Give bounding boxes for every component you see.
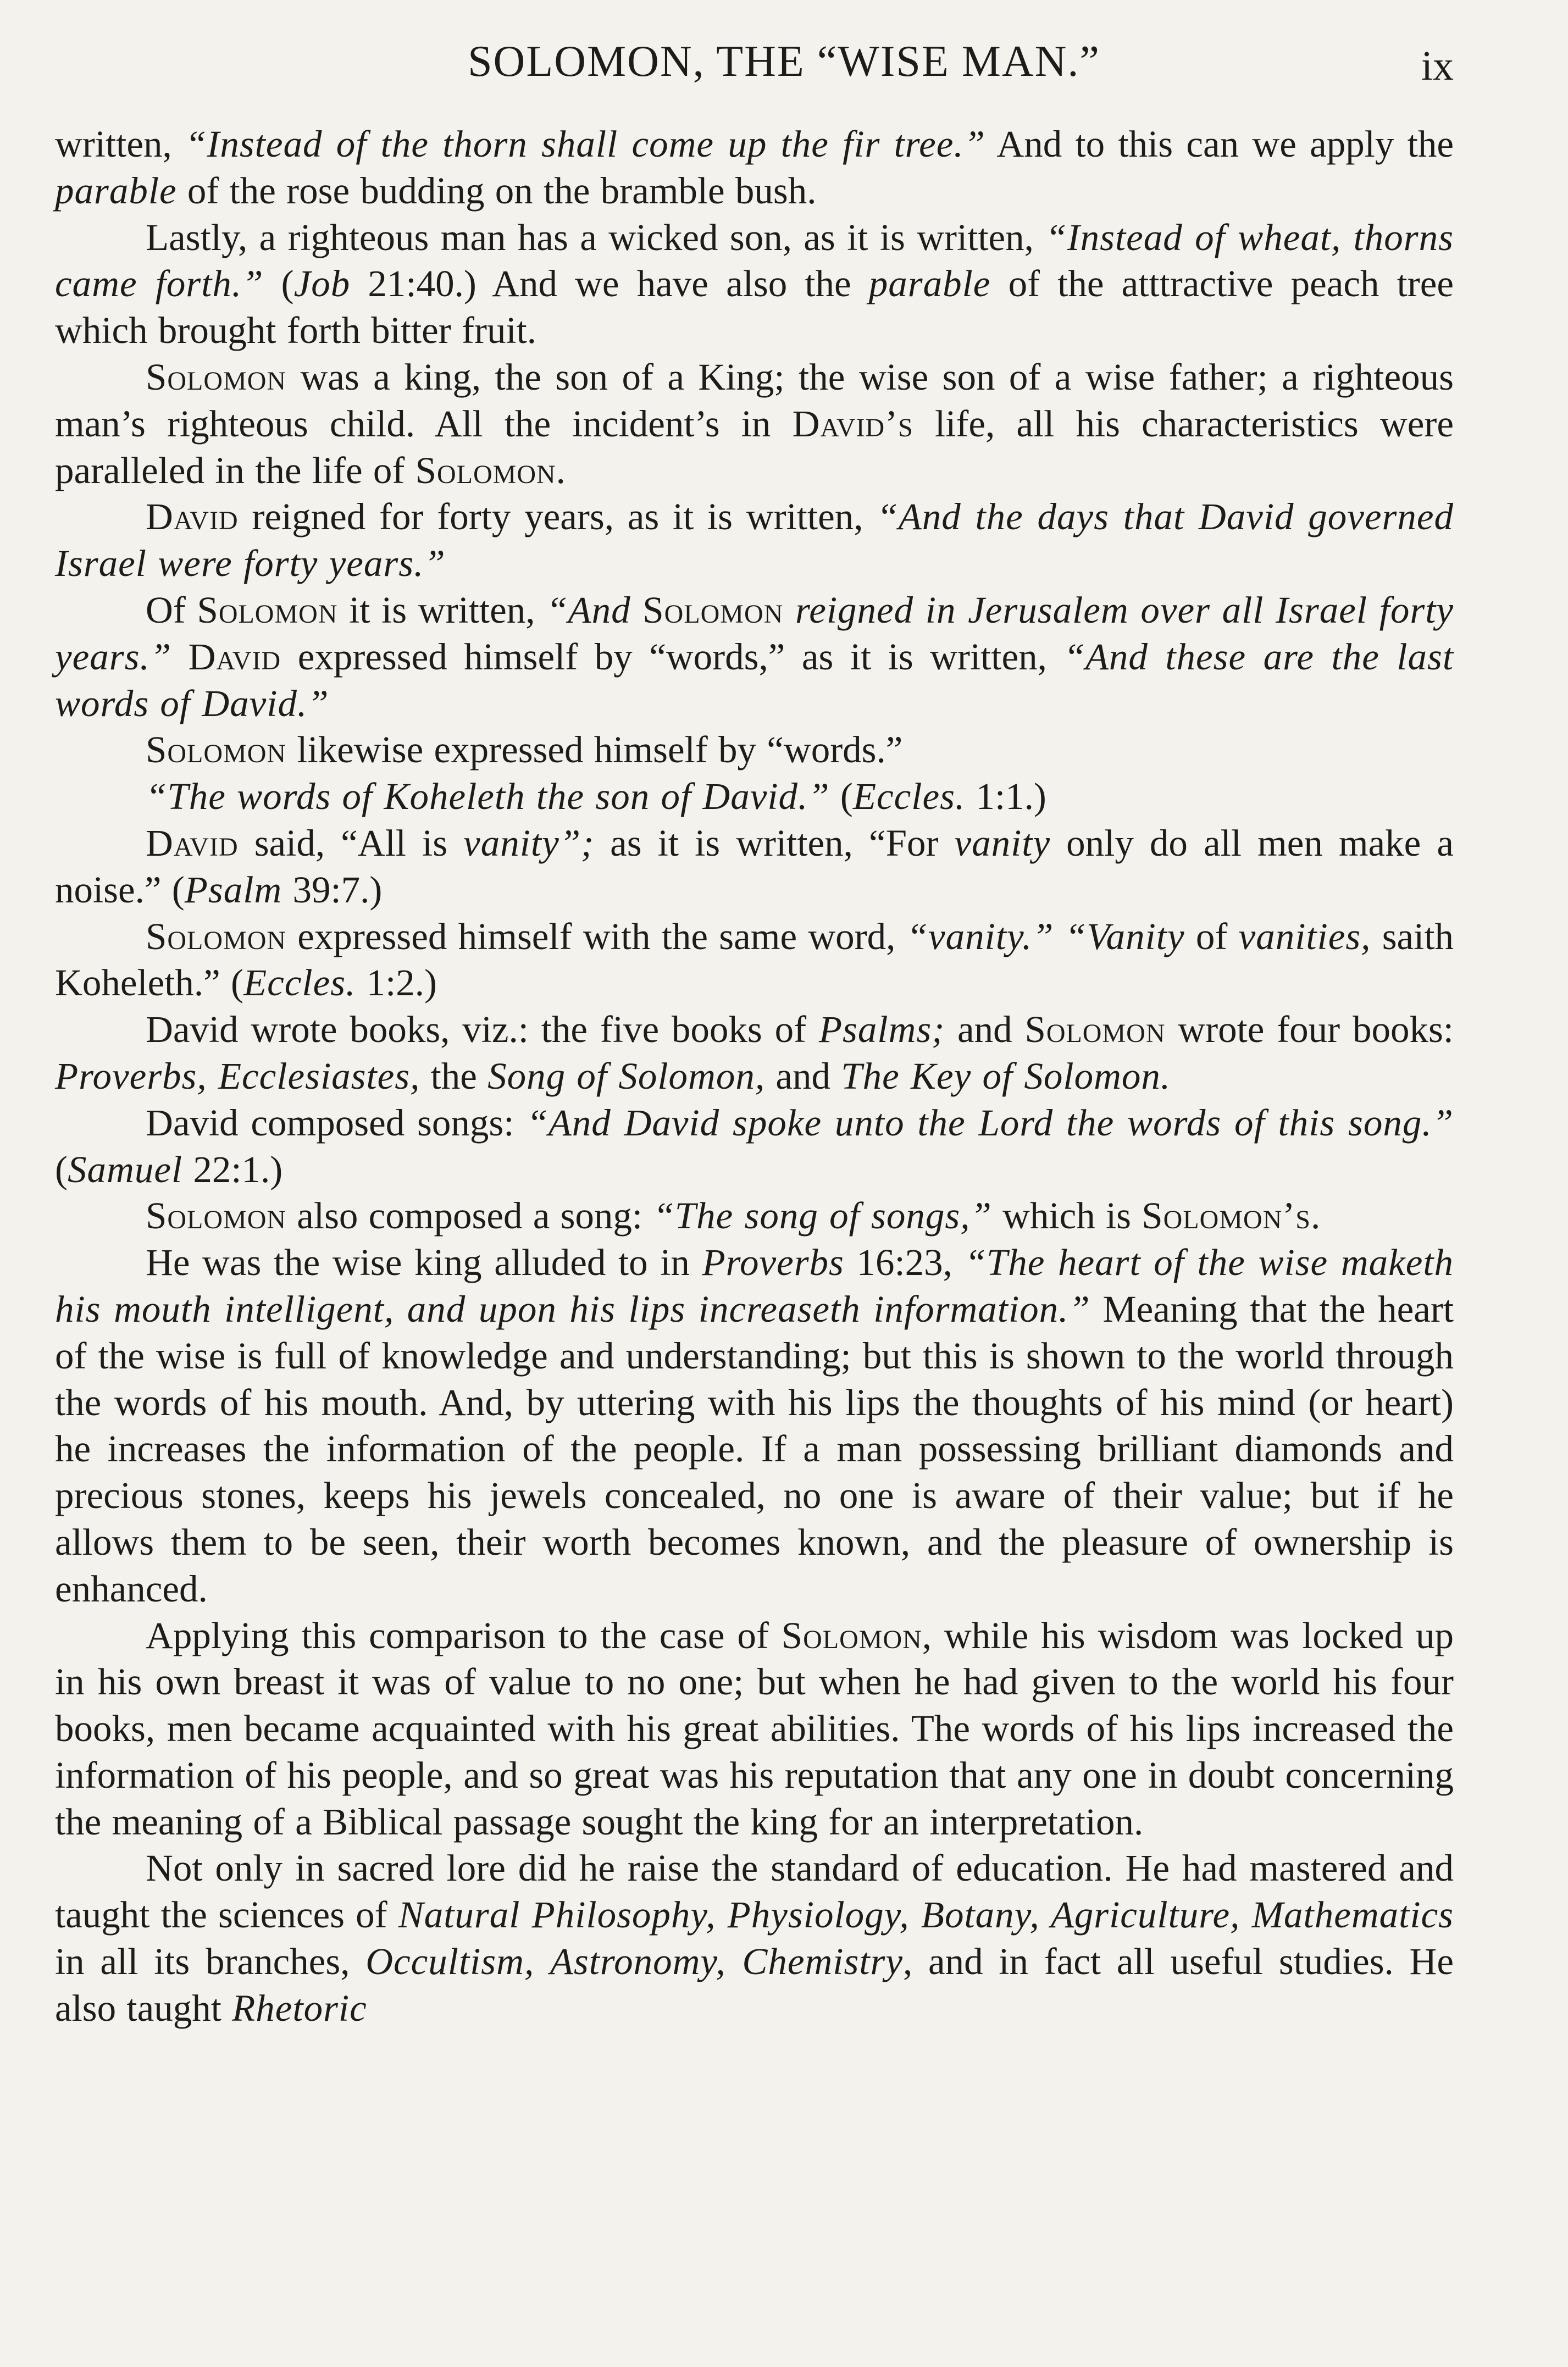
italic-text: Eccles. [852,775,966,818]
italic-text: “And [546,589,643,631]
running-title: SOLOMON, THE “WISE MAN.” [468,37,1100,86]
italic-text: “The words of Koheleth the son of David.” [146,775,830,818]
paragraph [55,820,1454,913]
italic-text: “The heart of the wise maketh his mouth intelligent, and upon his lips increaseth information.” [55,1241,1454,1330]
text-run: expressed himself by “words,” as it is written, [281,635,1064,678]
text-run: in all its branches, [55,1941,366,1983]
text-run: 22:1.) [182,1148,283,1190]
text-run: the [420,1055,488,1097]
italic-text: reigned in Jerusalem over all Israel forty years.” [55,589,1454,678]
text-run: written, [55,123,185,165]
small-caps-name: Solomon [146,729,287,771]
text-run: said, “All is [238,822,464,864]
small-caps-name: Solomon [197,589,338,631]
italic-text: parable [868,263,991,305]
italic-text: Occultism, Astronomy, Chemistry [365,1941,903,1983]
text-run: 1:2.) [356,962,437,1004]
text-run: 21:40.) And we have also the [350,263,869,305]
text-run: and [945,1008,1025,1051]
small-caps-name: Solomon [415,449,556,491]
italic-text: “And these are the last words of David.” [55,635,1454,724]
text-run: ( [55,1148,68,1190]
text-run: 16:23, [844,1241,965,1284]
italic-text: Samuel [67,1148,183,1190]
paragraph [55,214,1454,354]
text-run: of [1184,915,1239,957]
small-caps-name: David [146,822,239,864]
italic-text: “vanity.” [906,915,1054,957]
paragraph [55,1612,1454,1845]
text-run: , and in fact all useful studies. He also taught [55,1941,1454,2029]
text-run: Applying this comparison to the case of [146,1614,782,1656]
small-caps-name: David [188,635,281,678]
text-run: Meaning that the heart of the wise is full of knowledge and understanding; but this is shown to the world through the words of his mouth. And, by uttering with his lips the thoughts of his mind (or heart) he increases the information of the people. If a man possessing brilliant diamonds and precious stones, keeps his jewels concealed, no one is aware of their value; but if he allows them to be seen, their worth becomes known, and the pleasure of ownership is enhanced. [55,1288,1454,1610]
paragraph [55,1100,1454,1193]
italic-text: Proverbs, Ecclesiastes, [55,1055,420,1097]
text-run: life, all his characteristics were paralleled in the life of [55,402,1454,491]
italic-text: The Key of Solomon. [841,1055,1171,1097]
italic-text: parable [55,169,177,212]
text-run: 1:1.) [965,775,1046,818]
text-run: Not only in sacred lore did he raise the standard of education. He had mastered and taught the sciences of [55,1847,1454,1936]
text-run: which is [991,1195,1142,1237]
paragraph [55,494,1454,587]
text-run: Of [146,589,197,631]
text-run: it is written, [337,589,547,631]
italic-text: Proverbs [702,1241,844,1284]
text-run: . [1310,1195,1321,1237]
text-run: He was the wise king alluded to in [146,1241,702,1284]
text-run: was a king, the son of a King; the wise son of a wise father; a righteous man’s righteous child. All the incident’s in [55,356,1454,445]
small-caps-name: Solomon’s [1142,1195,1311,1237]
paragraph [55,1006,1454,1100]
italic-text: Natural Philosophy, Physiology, Botany, Agriculture, Mathematics [398,1894,1454,1936]
text-run: and [765,1055,841,1097]
paragraph [55,587,1454,727]
text-run: of the atttractive peach tree which brought forth bitter fruit. [55,263,1454,352]
text-run: wrote four books: [1165,1008,1454,1051]
text-run: saith Koheleth.” ( [55,915,1454,1004]
italic-text: “And the days that David governed Israel were forty years.” [55,496,1454,585]
paragraph [55,121,1454,214]
text-run: David composed songs: [146,1101,527,1144]
body-text [55,121,1454,2032]
small-caps-name: Solomon [146,1195,287,1237]
paragraph [55,1845,1454,2031]
italic-text: Psalms; [818,1008,945,1051]
italic-text: vanity [954,822,1051,864]
italic-text: “And David spoke unto the Lord the words of this song.” [527,1101,1454,1144]
text-run: ( [829,775,853,818]
text-run: 39:7.) [282,868,383,911]
text-run: likewise expressed himself by “words.” [286,729,903,771]
text-run: , while his wisdom was locked up in his own breast it was of value to no one; but when he had given to the world his four books, men became acquainted with his great abilities. The words of his lips increased the information of his people, and so great was his reputation that any one in doubt concerning the meaning of a Biblical passage sought the king for an interpretation. [55,1614,1454,1843]
text-run: David wrote books, viz.: the five books of [146,1008,819,1051]
paragraph [55,1193,1454,1239]
text-run: as it is written, “For [594,822,955,864]
text-run: of the rose budding on the bramble bush. [176,169,817,212]
text-run: Lastly, a righteous man has a wicked son, as it is written, [146,216,1046,258]
text-run: ( [263,263,294,305]
italic-text: vanity”; [463,822,595,864]
paragraph [55,773,1454,820]
text-run: also composed a song: [286,1195,653,1237]
italic-text: vanities, [1238,915,1371,957]
italic-text: Psalm [184,868,282,911]
small-caps-name: David [146,496,239,538]
small-caps-name: David’s [792,402,913,445]
italic-text: “The song of songs,” [653,1195,992,1237]
text-run: . [556,449,566,491]
italic-text: Rhetoric [232,1987,367,2029]
small-caps-name: Solomon [781,1614,922,1656]
text-run: only do all men make a noise.” ( [55,822,1454,911]
text-run: And to this can we apply the [985,123,1454,165]
paragraph [55,727,1454,773]
italic-text: “Instead of the thorn shall come up the fir tree.” [185,123,985,165]
italic-text: Song of Solomon, [487,1055,766,1097]
italic-text: “Vanity [1065,915,1185,957]
paragraph [55,1239,1454,1612]
paragraph [55,913,1454,1007]
italic-text: Eccles. [243,962,356,1004]
text-run: reigned for forty years, as it is written, [238,496,877,538]
page-number: ix [1421,43,1454,89]
text-run [171,636,189,678]
small-caps-name: Solomon [146,915,287,957]
paragraph [55,354,1454,494]
running-head [0,27,1568,93]
text-run [1054,916,1065,957]
text-run: expressed himself with the same word, [286,915,907,957]
italic-text: Job [293,263,351,305]
small-caps-name: Solomon [642,589,784,631]
small-caps-name: Solomon [146,356,287,398]
italic-text: “Instead of wheat, thorns came forth.” [55,216,1454,305]
small-caps-name: Solomon [1024,1008,1166,1051]
